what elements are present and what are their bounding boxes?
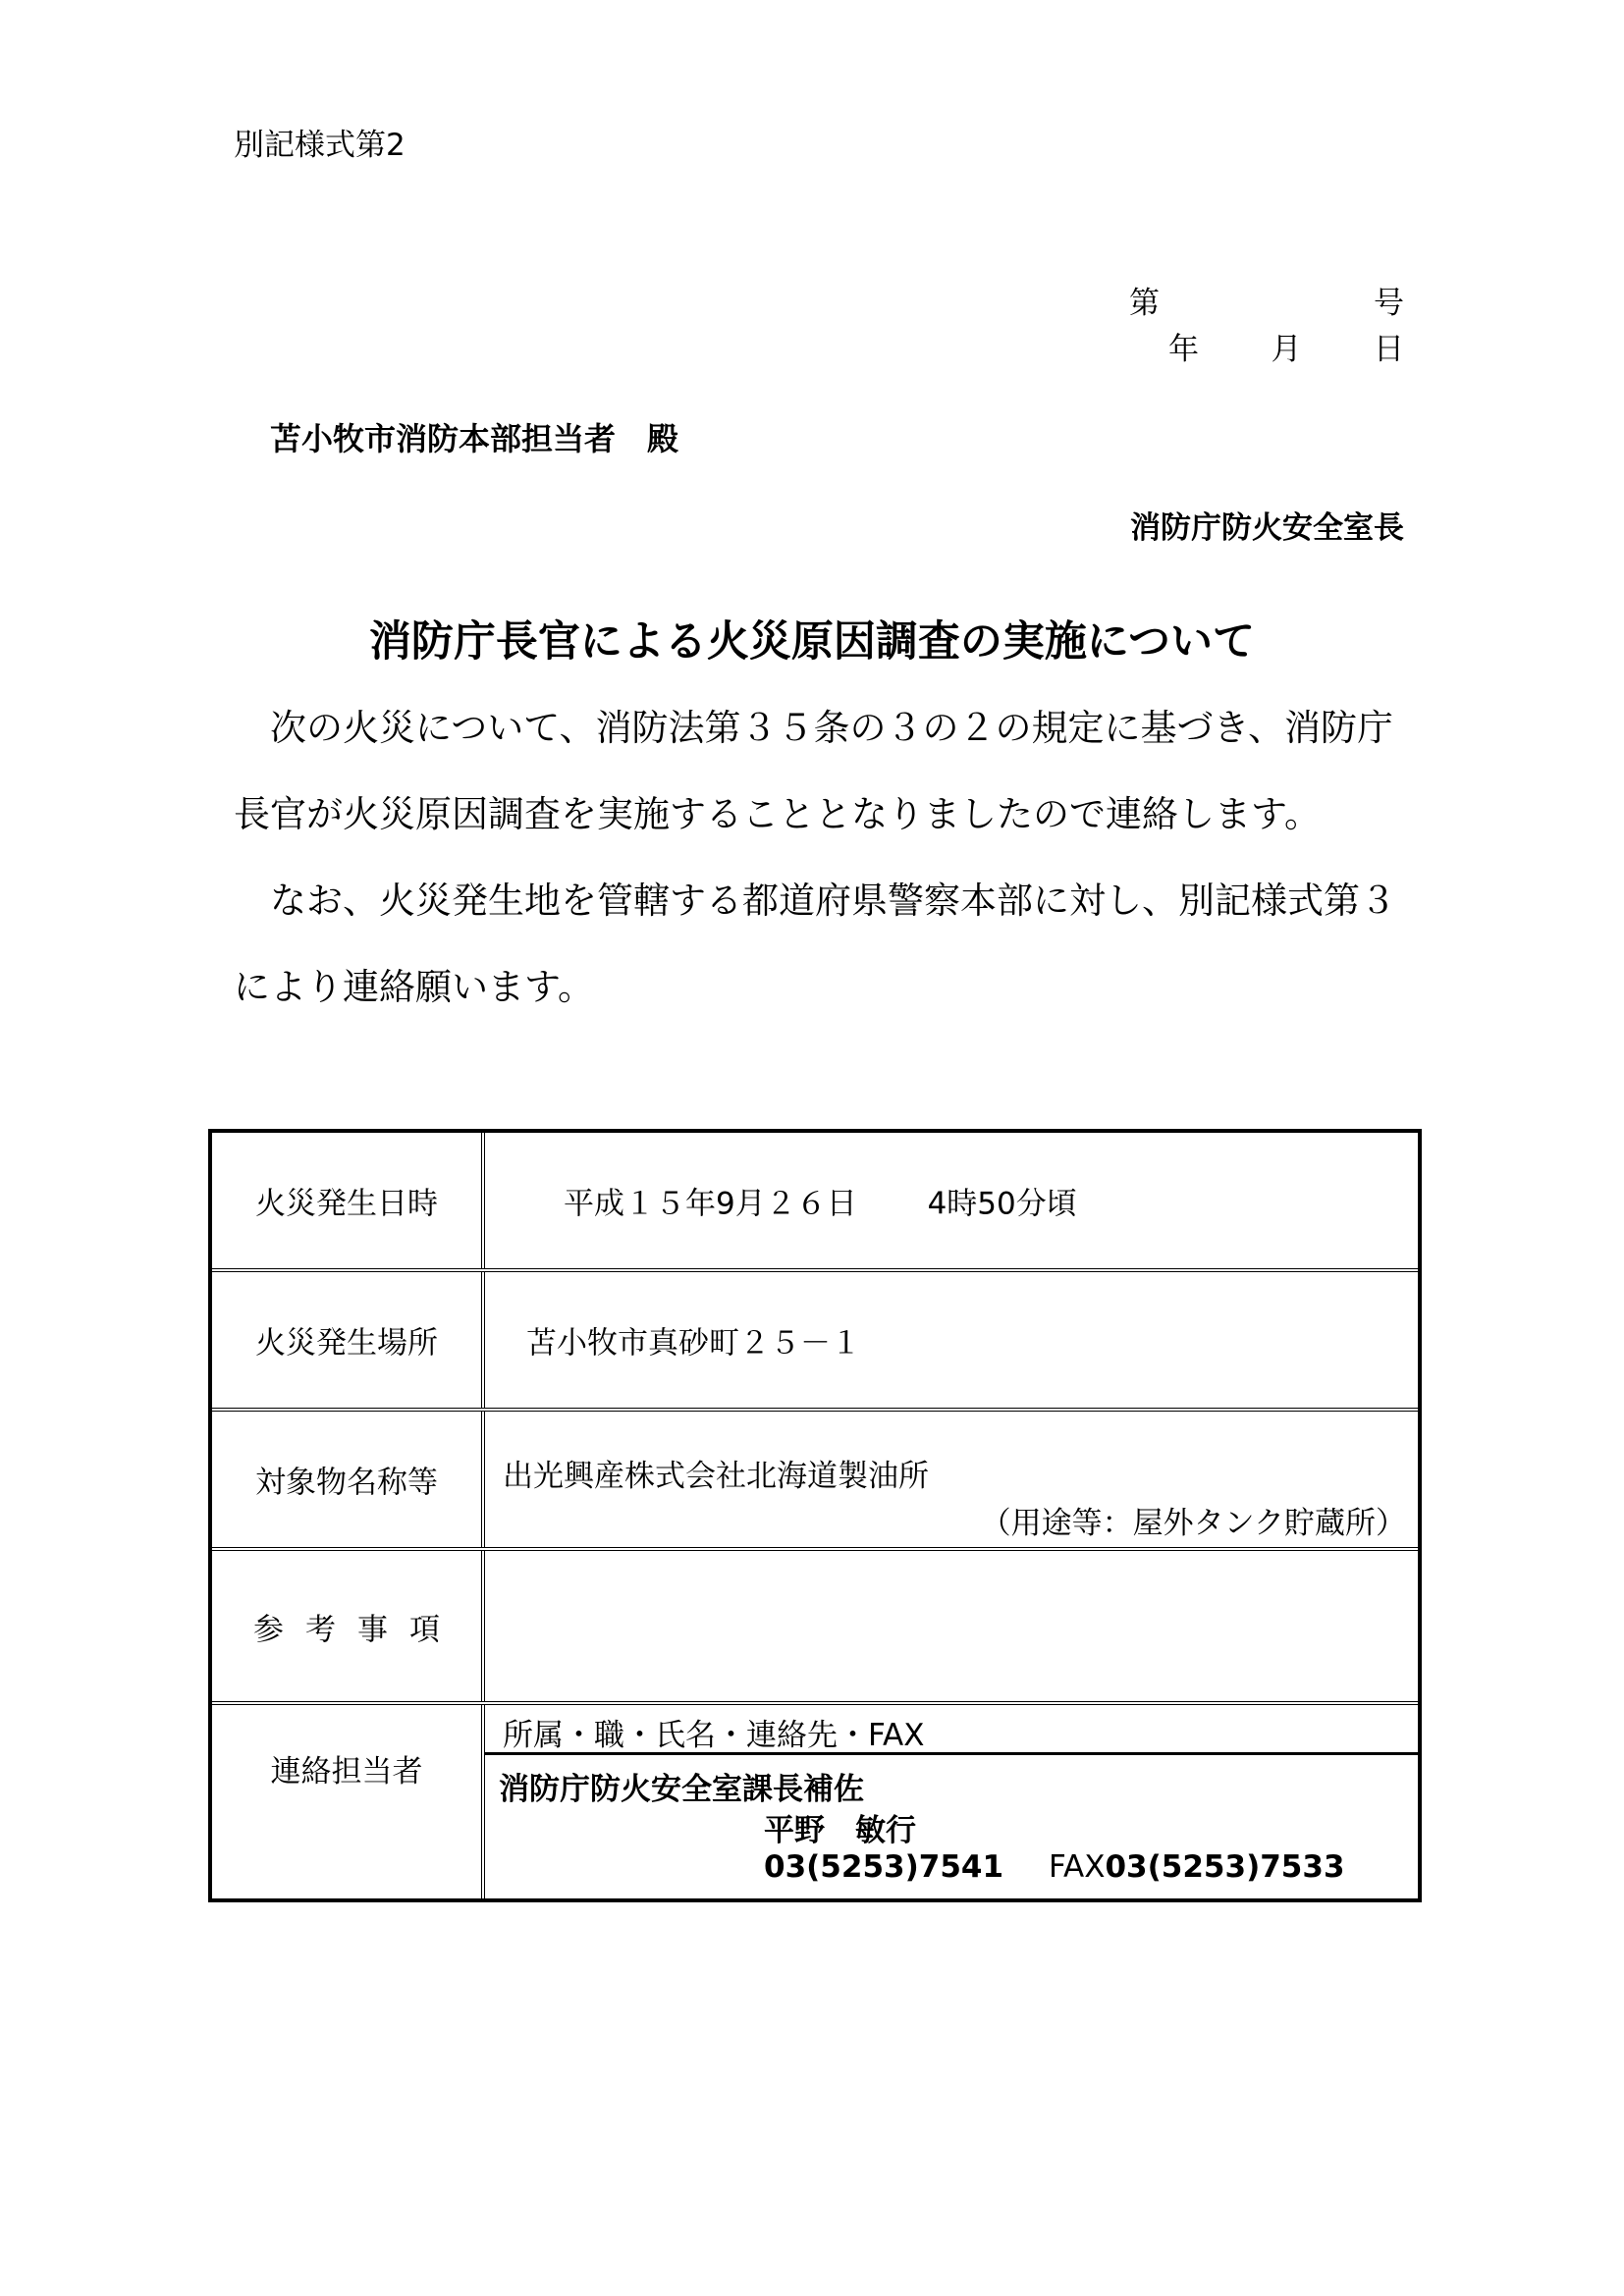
value-cell bbox=[485, 1272, 1418, 1408]
label-cell bbox=[212, 1705, 485, 1898]
contact-department: 消防庁防火安全室課長補佐 bbox=[499, 1772, 864, 1807]
value-cell bbox=[485, 1412, 1418, 1547]
sender: 消防庁防火安全室長 bbox=[1130, 510, 1404, 546]
label-cell bbox=[212, 1551, 485, 1701]
contact-phone: 03(5253)7541 bbox=[764, 1849, 1004, 1885]
contact-fax-label: FAX bbox=[1049, 1849, 1106, 1885]
label-cell bbox=[212, 1412, 485, 1547]
number-suffix: 号 bbox=[1374, 286, 1404, 321]
form-label: 別記様式第2 bbox=[234, 128, 406, 163]
label-text: 参考事項 bbox=[253, 1612, 461, 1647]
contact-fields-label: 所属・職・氏名・連絡先・FAX bbox=[503, 1718, 925, 1753]
date-day: 日 bbox=[1374, 332, 1404, 367]
contact-numbers bbox=[764, 1849, 1345, 1885]
table-row-contact bbox=[212, 1705, 1418, 1898]
contact-name: 平野 敏行 bbox=[764, 1813, 916, 1848]
table-row-datetime bbox=[212, 1133, 1418, 1272]
table-row-target bbox=[212, 1412, 1418, 1551]
label-text: 火災発生場所 bbox=[255, 1325, 438, 1362]
target-usage-note: （用途等：屋外タンク貯蔵所） bbox=[980, 1506, 1406, 1541]
body-paragraph-1: 次の火災について、消防法第３５条の３の２の規定に基づき、消防庁長官が火災原因調査を実施することとなりましたので連絡します。 bbox=[234, 707, 1394, 835]
number-prefix: 第 bbox=[1129, 286, 1160, 321]
label-cell bbox=[212, 1272, 485, 1408]
value-cell bbox=[485, 1551, 1418, 1701]
label-text: 連絡担当者 bbox=[270, 1754, 423, 1789]
contact-fields-header bbox=[485, 1705, 1418, 1755]
target-name: 出光興産株式会社北海道製油所 bbox=[503, 1459, 929, 1494]
date-year: 年 bbox=[1168, 332, 1199, 367]
contact-fax: 03(5253)7533 bbox=[1105, 1849, 1345, 1885]
date-line bbox=[1168, 324, 1404, 368]
label-cell bbox=[212, 1133, 485, 1268]
value-cell bbox=[485, 1705, 1418, 1898]
location-value: 苫小牧市真砂町２５－１ bbox=[526, 1325, 861, 1362]
table-row-notes bbox=[212, 1551, 1418, 1705]
value-cell bbox=[485, 1133, 1418, 1268]
label-text: 火災発生日時 bbox=[255, 1186, 438, 1222]
document-number-line bbox=[1129, 278, 1404, 322]
datetime-value: 平成１５年9月２６日 4時50分頃 bbox=[564, 1186, 1077, 1222]
document-title: 消防庁長官による火災原因調査の実施について bbox=[368, 617, 1256, 667]
body-paragraph-2: なお、火災発生地を管轄する都道府県警察本部に対し、別記様式第３により連絡願います。 bbox=[234, 880, 1396, 1008]
fire-info-table bbox=[208, 1129, 1422, 1902]
table-row-location bbox=[212, 1272, 1418, 1412]
label-text: 対象物名称等 bbox=[255, 1465, 438, 1501]
date-month: 月 bbox=[1271, 332, 1302, 367]
addressee: 苫小牧市消防本部担当者 殿 bbox=[270, 420, 679, 457]
